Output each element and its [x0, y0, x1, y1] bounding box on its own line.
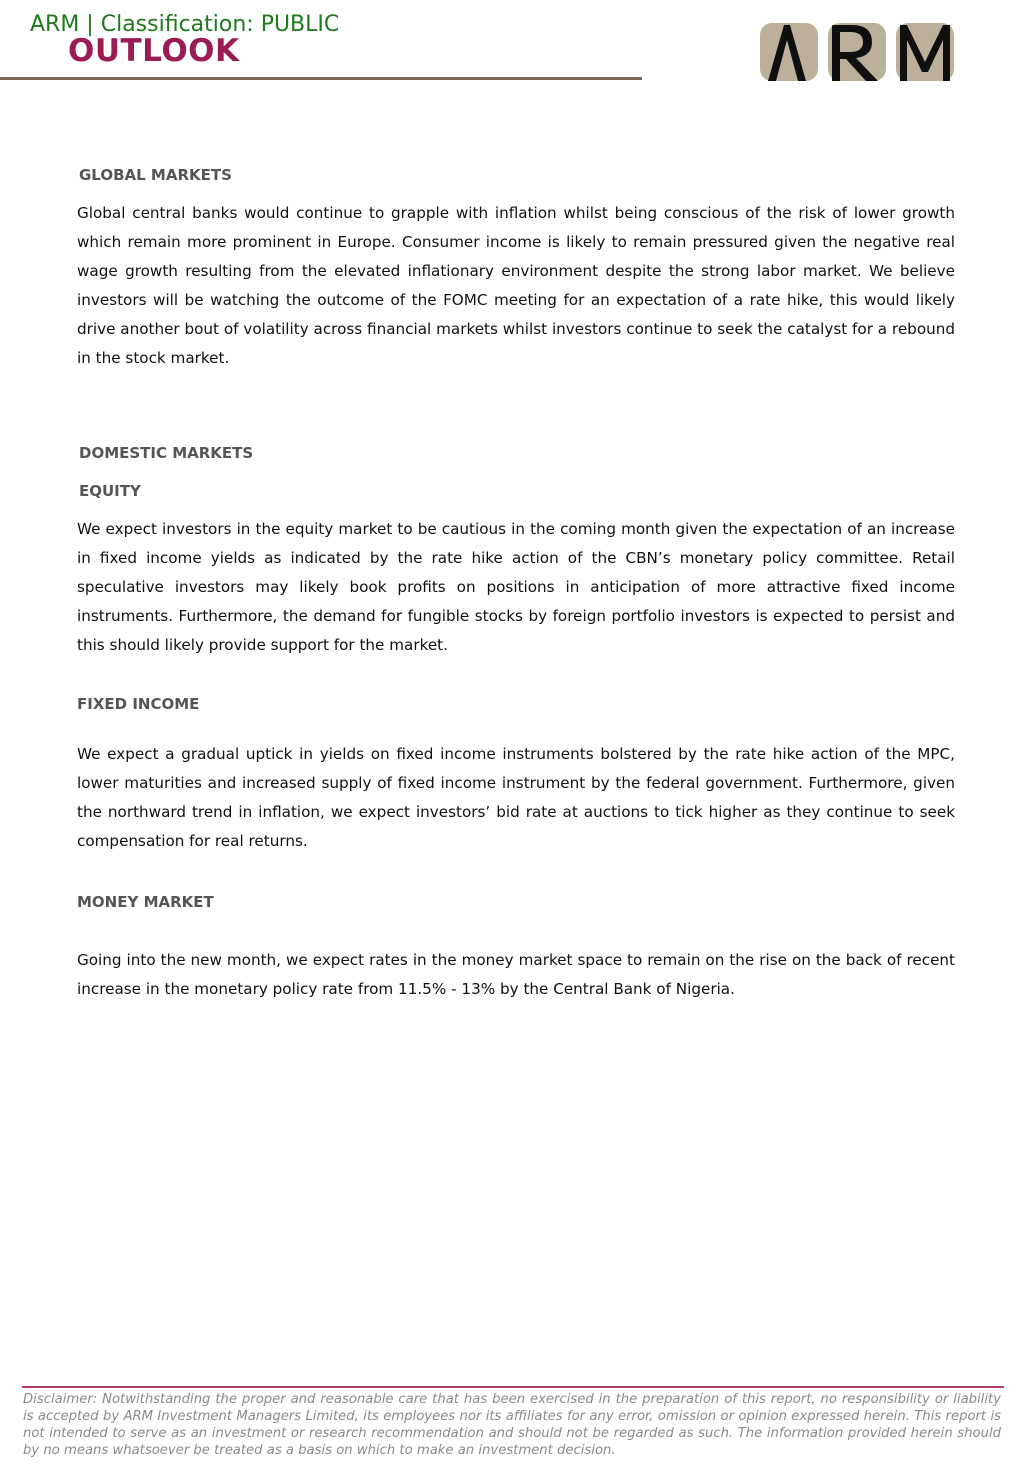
fixed-income-paragraph: We expect a gradual uptick in yields on fixed income instruments bolstered by the rate hike action of the MPC, lower maturities and increased supply of fixed income instrument by the federal government. Furthermore, given the northward trend in inflation, we expect investors’ bid rate at auctions to tick higher as they continue to seek compensation for real returns. — [77, 745, 955, 850]
classification-label: ARM | Classification: PUBLIC — [30, 12, 340, 37]
equity-paragraph: We expect investors in the equity market to be cautious in the coming month given the expectation of an increase in fixed income yields as indicated by the rate hike action of the CBN’s monetary policy committee. Retail speculative investors may likely book profits on positions in anticipation of more attractive fixed income instruments. Furthermore, the demand for fungible stocks by foreign portfolio investors is expected to persist and this should likely provide support for the market. — [77, 520, 955, 654]
header-divider — [0, 77, 642, 80]
arm-logo — [760, 22, 956, 84]
footer-divider — [22, 1386, 1004, 1388]
global-markets-paragraph: Global central banks would continue to grapple with inflation whilst being conscious of the risk of lower growth which remain more prominent in Europe. Consumer income is likely to remain pressured given the negative real wage growth resulting from the elevated inflationary environment despite the strong labor market. We believe investors will be watching the outcome of the FOMC meeting for an expectation of a rate hike, this would likely drive another bout of volatility across financial markets whilst investors continue to seek the catalyst for a rebound in the stock market. — [77, 204, 955, 367]
money-market-heading: MONEY MARKET — [77, 893, 214, 911]
domestic-markets-heading: DOMESTIC MARKETS — [79, 444, 254, 462]
money-market-paragraph: Going into the new month, we expect rates in the money market space to remain on the rise on the back of recent increase in the monetary policy rate from 11.5% - 13% by the Central Bank of Nigeria. — [77, 951, 955, 998]
page-title: OUTLOOK — [68, 33, 240, 69]
equity-heading: EQUITY — [79, 482, 141, 500]
disclaimer-text: Disclaimer: Notwithstanding the proper and reasonable care that has been exercised in the preparation of this report, no responsibility or liability is accepted by ARM Investment Managers Limited, its employees nor its affiliates for any error, omission or opinion expressed herein. This report is not intended to serve as an investment or research recommendation and should not be regarded as such. The information provided herein should by no means whatsoever be treated as a basis on which to make an investment decision. — [23, 1392, 1001, 1458]
global-markets-heading: GLOBAL MARKETS — [79, 166, 232, 184]
fixed-income-heading: FIXED INCOME — [77, 695, 200, 713]
